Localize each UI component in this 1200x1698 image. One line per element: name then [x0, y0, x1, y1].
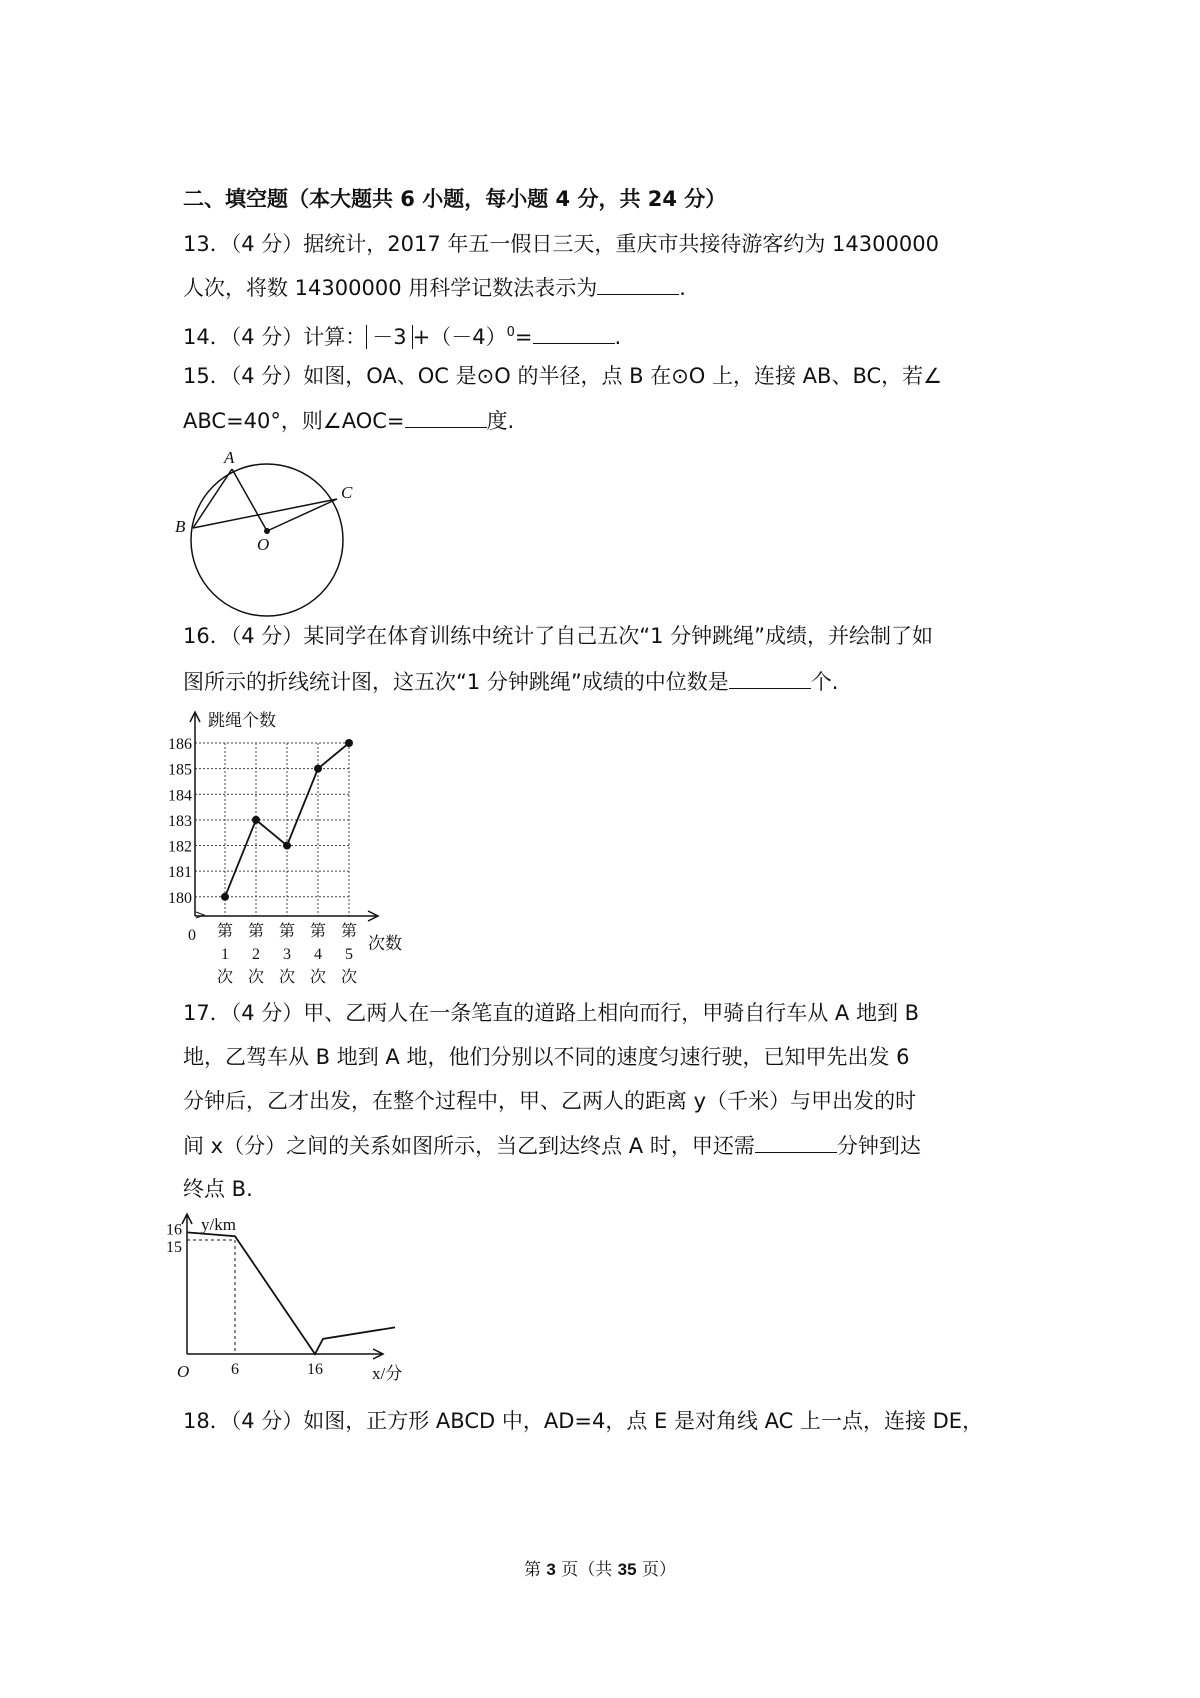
y-tick-label: 184 — [168, 787, 192, 805]
label-o: O — [257, 535, 270, 554]
jump-rope-line-chart — [168, 708, 468, 998]
section-title: 二、填空题（本大题共 6 小题，每小题 4 分，共 24 分） — [183, 187, 727, 211]
q13-text: 人次，将数 14300000 用科学记数法表示为 — [183, 276, 598, 300]
x-tick-label: 次 — [216, 969, 234, 986]
chart17-origin: O — [177, 1362, 190, 1381]
label-c: C — [341, 483, 353, 502]
footer-post: 页） — [642, 1560, 676, 1580]
q16-line2 — [183, 666, 838, 697]
data-point — [345, 739, 353, 747]
q14-plus: +（－4） — [412, 325, 507, 349]
q15-line2 — [183, 405, 514, 436]
q15-text: ABC=40°，则∠AOC= — [183, 409, 405, 433]
data-point — [221, 893, 229, 901]
x-tick-label: 次 — [309, 969, 327, 986]
q14-answer-blank — [533, 321, 615, 344]
q16-line1: 16．（4 分）某同学在体育训练中统计了自己五次“1 分钟跳绳”成绩，并绘制了如 — [183, 624, 934, 648]
y-tick-label: 15 — [166, 1239, 182, 1256]
y-tick-label: 183 — [168, 812, 192, 830]
y-tick-label: 16 — [166, 1221, 182, 1239]
segment-oc — [267, 499, 337, 531]
x-tick-label: 第 — [216, 923, 234, 940]
q17-answer-blank — [755, 1130, 837, 1153]
x-tick-label: 16 — [307, 1361, 323, 1378]
footer-total-pages: 35 — [617, 1560, 637, 1579]
segment-ab — [193, 469, 232, 528]
y-tick-label: 182 — [168, 838, 192, 856]
x-tick-label: 1 — [221, 946, 229, 963]
distance-time-chart — [165, 1212, 465, 1394]
y-tick-label: 181 — [168, 864, 192, 882]
q17-line2: 地，乙驾车从 B 地到 A 地，他们分别以不同的速度匀速行驶，已知甲先出发 6 — [183, 1045, 910, 1069]
y-tick-label: 186 — [168, 736, 192, 753]
q13-answer-blank — [597, 272, 679, 295]
q13-line1: 13．（4 分）据统计，2017 年五一假日三天，重庆市共接待游客约为 14300000 — [183, 232, 939, 256]
q16-end: 个. — [810, 670, 839, 694]
q14-abs-value: －3 — [366, 325, 412, 349]
series-line — [187, 1232, 395, 1354]
q17-line5: 终点 B. — [183, 1177, 253, 1201]
axis-break-mark — [196, 912, 204, 918]
x-tick-label: 次 — [247, 969, 265, 986]
q17-end: 分钟到达 — [836, 1134, 921, 1158]
q14-exponent: 0 — [506, 325, 515, 340]
y-tick-label: 180 — [168, 889, 192, 907]
q18-line1: 18．（4 分）如图，正方形 ABCD 中，AD=4，点 E 是对角线 AC 上一点，连接 DE， — [183, 1409, 984, 1433]
q17-text: 间 x（分）之间的关系如图所示，当乙到达终点 A 时，甲还需 — [183, 1134, 755, 1158]
q14-line — [183, 318, 621, 352]
footer-pre: 第 — [523, 1560, 541, 1580]
point-o — [264, 528, 270, 534]
q14-eq: = — [514, 325, 533, 349]
x-tick-label: 第 — [278, 923, 296, 940]
x-tick-label: 第 — [340, 923, 358, 940]
q17-line3: 分钟后，乙才出发，在整个过程中，甲、乙两人的距离 y（千米）与甲出发的时 — [183, 1089, 917, 1113]
circle-figure — [175, 448, 375, 618]
x-tick-label: 第 — [309, 923, 327, 940]
chart16-origin: 0 — [188, 927, 196, 944]
q16-answer-blank — [729, 666, 811, 689]
q17-line4 — [183, 1130, 921, 1161]
q15-answer-blank — [405, 405, 487, 428]
q13-end: . — [679, 276, 686, 300]
label-b: B — [175, 517, 186, 536]
chart16-xlabel: 次数 — [368, 934, 402, 954]
q15-line1: 15．（4 分）如图，OA、OC 是⊙O 的半径，点 B 在⊙O 上，连接 AB、BC，若∠ — [183, 364, 942, 388]
data-point — [252, 816, 260, 824]
q14-end: . — [614, 325, 622, 349]
segment-ao — [232, 469, 267, 531]
y-tick-label: 185 — [168, 761, 192, 779]
chart17-ylabel: y/km — [201, 1215, 236, 1234]
x-tick-label: 次 — [278, 969, 296, 986]
x-tick-label: 3 — [283, 946, 291, 963]
q17-line1: 17．（4 分）甲、乙两人在一条笔直的道路上相向而行，甲骑自行车从 A 地到 B — [183, 1001, 920, 1025]
chart16-ylabel: 跳绳个数 — [208, 711, 276, 731]
data-point — [314, 765, 322, 773]
footer-mid: 页（共 — [561, 1560, 613, 1580]
q16-text: 图所示的折线统计图，这五次“1 分钟跳绳”成绩的中位数是 — [183, 670, 729, 694]
x-tick-label: 5 — [345, 946, 353, 963]
x-tick-label: 第 — [247, 923, 265, 940]
chart17-xlabel: x/分 — [372, 1364, 403, 1383]
q14-prefix: 14．（4 分）计算： — [183, 325, 367, 349]
label-a: A — [224, 448, 235, 467]
x-tick-label: 2 — [252, 946, 260, 963]
footer-page-number: 3 — [546, 1560, 556, 1579]
x-tick-label: 次 — [340, 969, 358, 986]
x-tick-label: 4 — [314, 946, 322, 963]
x-tick-label: 6 — [231, 1361, 239, 1378]
q13-line2 — [183, 272, 686, 303]
data-point — [283, 842, 291, 850]
page-footer — [0, 1555, 1200, 1580]
segment-bc — [193, 499, 337, 528]
q15-end: 度. — [486, 409, 515, 433]
